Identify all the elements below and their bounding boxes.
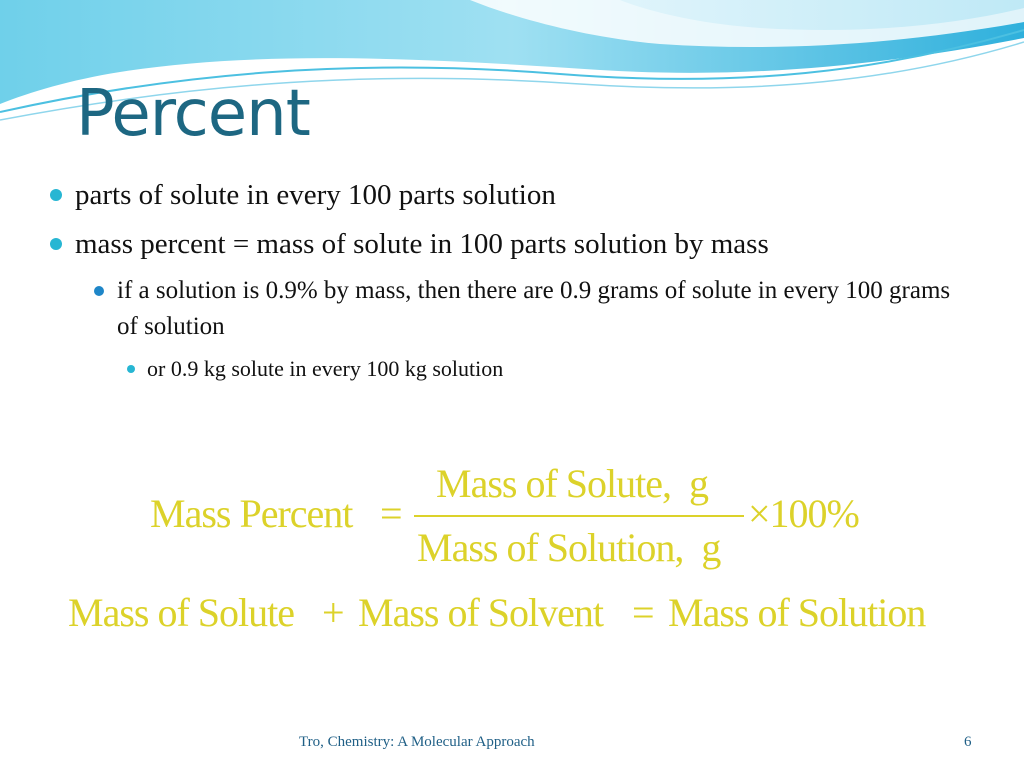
sub-sub-bullet-item [147,355,503,383]
bullet-text: or 0.9 kg solute in every 100 kg solution [147,356,504,381]
footer-source: Tro, Chemistry: A Molecular Approach [299,734,535,750]
page-number: 6 [964,734,972,750]
equation-multiplier: ×100% [748,491,859,536]
equation-result: Mass of Solution [668,590,926,635]
bullet-item [75,177,556,213]
equation-denominator: Mass of Solution, g [417,525,721,570]
fraction-bar [414,515,744,517]
equation-term-solvent: Mass of Solvent [358,590,603,635]
slide-title: Percent [76,77,310,151]
equation-equals: = [380,491,402,536]
equation-plus: + [322,590,344,635]
equation-lhs: Mass Percent [150,491,353,536]
bullet-text: if a solution is 0.9% by mass, then there are 0.9 grams of solute in every 100 grams of solution [117,277,951,340]
bullet-dot-icon [94,286,104,296]
sub-bullet-item [117,273,977,345]
bullet-text: mass percent = mass of solute in 100 parts solution by mass [75,228,769,260]
bullet-dot-icon [127,365,135,373]
equation-equals: = [632,590,654,635]
bullet-text: parts of solute in every 100 parts solution [75,179,556,211]
equation-numerator: Mass of Solute, g [436,461,708,506]
bullet-dot-icon [50,238,62,250]
bullet-dot-icon [50,189,62,201]
equation-term-solute: Mass of Solute [68,590,294,635]
bullet-item [75,226,769,262]
